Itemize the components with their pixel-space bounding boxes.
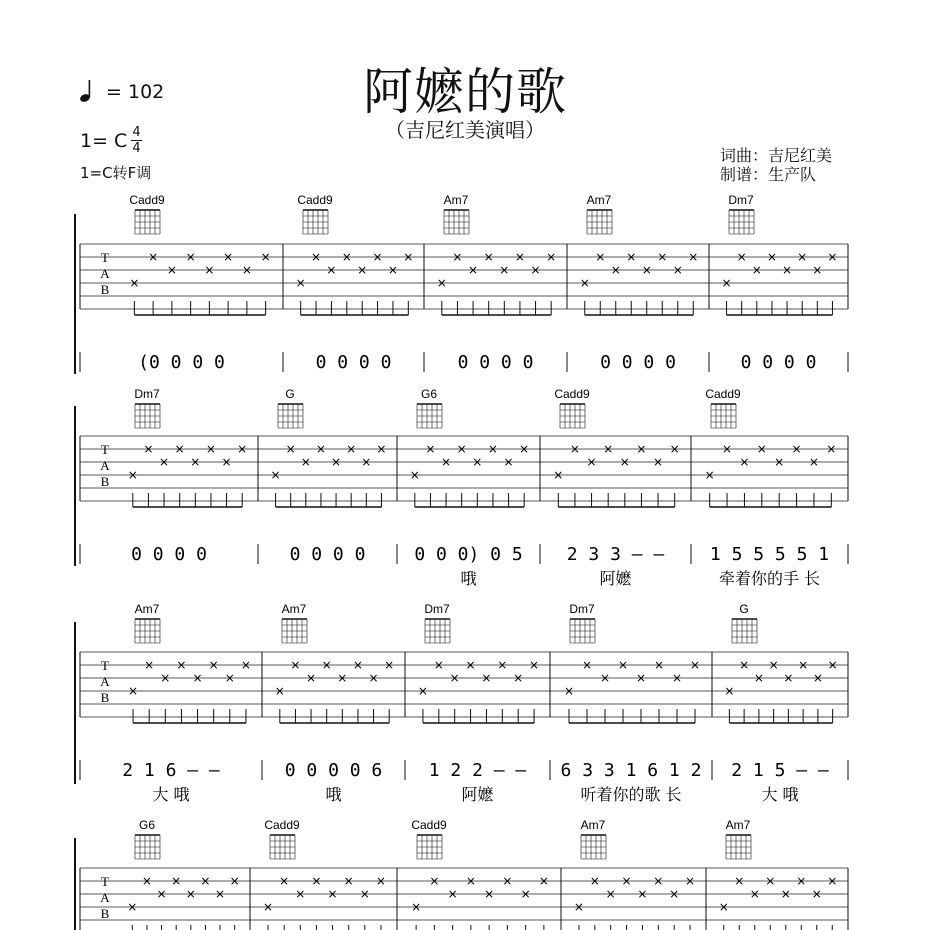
tab-strum-mark: × — [780, 887, 791, 901]
chord-name: Am7 — [134, 602, 160, 616]
tab-strum-mark: × — [688, 250, 699, 264]
tab-clef-letter: T — [101, 250, 109, 265]
tab-strum-mark: × — [311, 250, 322, 264]
tab-system — [75, 602, 848, 804]
chord-diagram — [581, 835, 606, 859]
chord-name: Cadd9 — [554, 387, 590, 401]
tab-strum-mark: × — [636, 442, 647, 456]
tab-strum-mark: × — [530, 263, 541, 277]
tab-strum-mark: × — [224, 671, 235, 685]
lyric-text: 阿嬷 — [461, 785, 494, 804]
tab-strum-mark: × — [403, 250, 414, 264]
song-subtitle: （吉尼红美演唱） — [385, 118, 545, 142]
tab-strum-mark: × — [274, 684, 285, 698]
chord-diagram — [417, 404, 442, 428]
tab-strum-mark: × — [768, 658, 779, 672]
tab-strum-mark: × — [176, 658, 187, 672]
tab-strum-mark: × — [127, 900, 138, 914]
tab-clef-letter: T — [101, 658, 109, 673]
chord-name: Cadd9 — [705, 387, 741, 401]
tab-strum-mark: × — [599, 671, 611, 685]
tab-strum-mark: × — [376, 442, 387, 456]
tab-strum-mark: × — [185, 887, 196, 901]
chord-name: G6 — [420, 387, 438, 401]
tab-strum-mark: × — [327, 887, 338, 901]
tab-strum-mark: × — [724, 684, 735, 698]
tab-strum-mark: × — [352, 658, 363, 672]
time-signature-bottom: 4 — [132, 141, 141, 156]
numbered-notation: 0 0 0 0 — [457, 352, 534, 373]
tab-strum-mark: × — [452, 250, 463, 264]
tab-strum-mark: × — [429, 874, 440, 888]
tab-strum-mark: × — [653, 874, 664, 888]
tab-strum-mark: × — [503, 455, 514, 469]
chord-diagram — [444, 210, 469, 234]
chord-diagram — [135, 835, 160, 859]
tab-strum-mark: × — [425, 442, 436, 456]
key-change-note: 1=C转F调 — [80, 164, 152, 182]
tab-strum-mark: × — [563, 684, 575, 698]
tempo-value: = 102 — [106, 81, 165, 103]
chord-name: Dm7 — [134, 387, 160, 401]
chord-name: Cadd9 — [411, 818, 447, 832]
tab-strum-mark: × — [756, 442, 767, 456]
tab-strum-mark: × — [579, 276, 590, 290]
chord-diagram — [282, 619, 307, 643]
tab-strum-mark: × — [306, 671, 317, 685]
tab-strum-mark: × — [581, 658, 593, 672]
tab-strum-mark: × — [300, 455, 311, 469]
tab-strum-mark: × — [749, 887, 760, 901]
tab-strum-mark: × — [468, 263, 479, 277]
tab-strum-mark: × — [215, 887, 226, 901]
chord-name: Cadd9 — [297, 193, 333, 207]
tab-strum-mark: × — [569, 442, 580, 456]
tab-system — [75, 387, 848, 588]
tab-strum-mark: × — [260, 250, 271, 264]
tab-strum-mark: × — [798, 658, 809, 672]
tab-strum-mark: × — [368, 671, 379, 685]
time-signature-top: 4 — [132, 125, 141, 140]
chord-diagram — [303, 210, 328, 234]
chord-diagram — [135, 619, 160, 643]
tab-strum-mark: × — [595, 250, 606, 264]
tab-strum-mark: × — [826, 442, 837, 456]
numbered-notation: 1 5 5 5 5 1 — [709, 544, 830, 565]
numbered-notation: 2 1 6 – – — [122, 760, 220, 781]
tab-strum-mark: × — [653, 658, 665, 672]
tab-strum-mark: × — [626, 250, 637, 264]
tab-strum-mark: × — [263, 900, 274, 914]
tab-strum-mark: × — [808, 455, 819, 469]
chord-name: Cadd9 — [264, 818, 300, 832]
tab-strum-mark: × — [128, 684, 139, 698]
tab-strum-mark: × — [722, 442, 733, 456]
tab-strum-mark: × — [734, 874, 745, 888]
chord-diagram — [135, 404, 160, 428]
tab-strum-mark: × — [387, 263, 398, 277]
lyric-text: 大 哦 — [761, 785, 799, 804]
tab-strum-mark: × — [827, 658, 838, 672]
tab-strum-mark: × — [603, 442, 614, 456]
tab-strum-mark: × — [641, 263, 652, 277]
tab-strum-mark: × — [436, 276, 447, 290]
numbered-notation: 0 0 0) 0 5 — [414, 544, 523, 565]
tab-strum-mark: × — [811, 887, 822, 901]
tab-strum-mark: × — [185, 250, 196, 264]
tab-strum-mark: × — [465, 874, 476, 888]
chord-name: Dm7 — [728, 193, 754, 207]
tab-strum-mark: × — [635, 671, 647, 685]
lyric-text: 哦 — [325, 785, 342, 804]
numbered-notation: 0 0 0 0 — [289, 544, 366, 565]
tab-system — [75, 193, 848, 374]
tab-strum-mark: × — [718, 900, 729, 914]
tab-strum-mark: × — [192, 671, 203, 685]
tab-strum-mark: × — [372, 250, 383, 264]
chord-name: G — [285, 387, 295, 401]
tab-strum-mark: × — [481, 671, 492, 685]
chord-diagram — [587, 210, 612, 234]
tab-strum-mark: × — [311, 874, 322, 888]
tab-strum-mark: × — [827, 874, 838, 888]
numbered-notation: 6 3 3 1 6 1 2 — [560, 760, 702, 781]
tab-strum-mark: × — [513, 671, 524, 685]
chord-diagram — [278, 404, 303, 428]
tab-strum-mark: × — [127, 468, 138, 482]
tab-strum-mark: × — [449, 671, 460, 685]
tab-strum-mark: × — [669, 887, 680, 901]
tab-strum-mark: × — [359, 887, 370, 901]
tab-strum-mark: × — [827, 250, 838, 264]
tab-strum-mark: × — [174, 442, 185, 456]
tab-strum-mark: × — [538, 874, 549, 888]
tab-strum-mark: × — [796, 874, 807, 888]
tab-system — [75, 818, 848, 930]
tab-strum-mark: × — [129, 276, 140, 290]
tab-strum-mark: × — [721, 276, 732, 290]
chord-name: Am7 — [725, 818, 751, 832]
tab-strum-mark: × — [637, 887, 648, 901]
numbered-notation: 0 0 0 0 — [131, 544, 207, 565]
tab-strum-mark: × — [361, 455, 372, 469]
chord-name: G — [739, 602, 749, 616]
tab-strum-mark: × — [315, 442, 326, 456]
tab-strum-mark: × — [279, 874, 290, 888]
tab-strum-mark: × — [586, 455, 597, 469]
tab-strum-mark: × — [200, 874, 211, 888]
tab-strum-mark: × — [553, 468, 564, 482]
chord-diagram — [732, 619, 757, 643]
tab-strum-mark: × — [685, 874, 696, 888]
tab-strum-mark: × — [774, 455, 785, 469]
tab-strum-mark: × — [223, 250, 234, 264]
tab-strum-mark: × — [483, 250, 494, 264]
tab-clef-letter: T — [101, 874, 109, 889]
tab-strum-mark: × — [621, 874, 632, 888]
tab-strum-mark: × — [739, 658, 750, 672]
lyric-text: 阿嬷 — [599, 569, 632, 588]
tab-strum-mark: × — [417, 684, 428, 698]
tab-strum-mark: × — [669, 442, 680, 456]
tab-strum-mark: × — [765, 874, 776, 888]
tab-strum-mark: × — [331, 455, 342, 469]
tab-strum-mark: × — [704, 468, 715, 482]
numbered-notation: 2 1 5 – – — [731, 760, 829, 781]
tab-strum-mark: × — [190, 455, 201, 469]
tab-strum-mark: × — [148, 250, 159, 264]
tab-strum-mark: × — [290, 658, 301, 672]
tab-strum-mark: × — [671, 671, 683, 685]
tab-clef-letter: B — [100, 690, 110, 705]
tab-strum-mark: × — [171, 874, 182, 888]
tab-strum-mark: × — [797, 250, 808, 264]
tab-strum-mark: × — [326, 263, 337, 277]
tab-strum-mark: × — [619, 455, 630, 469]
chord-name: Am7 — [443, 193, 469, 207]
credits-arranger: 制谱：生产队 — [720, 165, 817, 184]
tab-strum-mark: × — [447, 887, 458, 901]
tab-strum-mark: × — [346, 442, 357, 456]
tab-strum-mark: × — [519, 442, 530, 456]
tab-strum-mark: × — [653, 455, 664, 469]
tab-strum-mark: × — [465, 658, 476, 672]
chord-diagram — [135, 210, 160, 234]
tab-strum-mark: × — [229, 874, 240, 888]
tab-strum-mark: × — [610, 263, 621, 277]
chord-diagram — [726, 835, 751, 859]
numbered-notation: (0 0 0 0 — [138, 352, 225, 373]
tab-strum-mark: × — [285, 442, 296, 456]
tab-strum-mark: × — [657, 250, 668, 264]
tab-strum-mark: × — [484, 887, 495, 901]
tab-strum-mark: × — [237, 442, 248, 456]
chord-diagram — [560, 404, 585, 428]
tab-clef-letter: B — [100, 474, 110, 489]
tab-strum-mark: × — [589, 874, 600, 888]
tab-strum-mark: × — [573, 900, 584, 914]
tab-strum-mark: × — [751, 263, 762, 277]
tab-strum-mark: × — [739, 455, 750, 469]
lyric-text: 牵着你的手 长 — [718, 569, 821, 588]
key-signature: 1= C — [80, 130, 128, 152]
tab-strum-mark: × — [144, 658, 155, 672]
lyric-text: 哦 — [460, 569, 477, 588]
tab-strum-mark: × — [240, 658, 251, 672]
tab-strum-mark: × — [497, 658, 508, 672]
chord-name: Am7 — [580, 818, 606, 832]
chord-diagram — [711, 404, 736, 428]
tab-strum-mark: × — [205, 442, 216, 456]
tab-strum-mark: × — [411, 900, 422, 914]
chord-name: Am7 — [281, 602, 307, 616]
tab-strum-mark: × — [472, 455, 483, 469]
tab-strum-mark: × — [337, 671, 348, 685]
tab-strum-mark: × — [208, 658, 219, 672]
numbered-notation: 2 3 3 – – — [566, 544, 665, 565]
tab-strum-mark: × — [343, 874, 354, 888]
tab-strum-mark: × — [520, 887, 531, 901]
tab-strum-mark: × — [499, 263, 510, 277]
tab-strum-mark: × — [221, 455, 232, 469]
tab-strum-mark: × — [143, 442, 154, 456]
lyric-text: 听着你的歌 长 — [580, 785, 682, 804]
chord-name: Am7 — [586, 193, 612, 207]
tab-strum-mark: × — [791, 442, 802, 456]
credits-lyrics-music: 词曲：吉尼红美 — [720, 146, 833, 165]
tab-strum-mark: × — [375, 874, 386, 888]
tab-strum-mark: × — [514, 250, 525, 264]
chord-diagram — [570, 619, 595, 643]
tab-strum-mark: × — [270, 468, 281, 482]
chord-name: Cadd9 — [129, 193, 165, 207]
tab-strum-mark: × — [204, 263, 215, 277]
tab-clef-letter: B — [100, 282, 110, 297]
tab-strum-mark: × — [321, 658, 332, 672]
tab-strum-mark: × — [160, 671, 171, 685]
tab-clef-letter: A — [100, 890, 110, 905]
numbered-notation: 0 0 0 0 — [740, 352, 817, 373]
tab-strum-mark: × — [295, 887, 306, 901]
tab-strum-mark: × — [141, 874, 152, 888]
numbered-notation: 0 0 0 0 — [315, 352, 392, 373]
tab-clef-letter: B — [100, 906, 110, 921]
tab-strum-mark: × — [166, 263, 177, 277]
tab-strum-mark: × — [502, 874, 513, 888]
tab-strum-mark: × — [736, 250, 747, 264]
song-title: 阿嬷的歌 — [363, 63, 567, 121]
tab-strum-mark: × — [441, 455, 452, 469]
tab-strum-mark: × — [546, 250, 557, 264]
tab-strum-mark: × — [529, 658, 540, 672]
tab-strum-mark: × — [605, 887, 616, 901]
tab-strum-mark: × — [241, 263, 252, 277]
chord-name: G6 — [138, 818, 156, 832]
tab-strum-mark: × — [487, 442, 498, 456]
tab-strum-mark: × — [782, 263, 793, 277]
tab-strum-mark: × — [672, 263, 683, 277]
tab-strum-mark: × — [357, 263, 368, 277]
numbered-notation: 0 0 0 0 6 — [284, 760, 383, 781]
tab-clef-letter: A — [100, 266, 110, 281]
lyric-text: 大 哦 — [152, 785, 190, 804]
chord-diagram — [417, 835, 442, 859]
tab-strum-mark: × — [433, 658, 444, 672]
tab-strum-mark: × — [295, 276, 306, 290]
tab-clef-letter: A — [100, 458, 110, 473]
tab-strum-mark: × — [689, 658, 701, 672]
tab-strum-mark: × — [456, 442, 467, 456]
tab-strum-mark: × — [156, 887, 167, 901]
numbered-notation: 0 0 0 0 — [600, 352, 676, 373]
tab-clef-letter: T — [101, 442, 109, 457]
tab-clef-letter: A — [100, 674, 110, 689]
tab-strum-mark: × — [753, 671, 764, 685]
tab-strum-mark: × — [159, 455, 170, 469]
tab-strum-mark: × — [384, 658, 395, 672]
chord-diagram — [270, 835, 295, 859]
chord-name: Dm7 — [569, 602, 595, 616]
chord-diagram — [425, 619, 450, 643]
tab-strum-mark: × — [812, 671, 823, 685]
chord-diagram — [729, 210, 754, 234]
tab-strum-mark: × — [766, 250, 777, 264]
tab-strum-mark: × — [783, 671, 794, 685]
tab-strum-mark: × — [341, 250, 352, 264]
numbered-notation: 1 2 2 – – — [428, 760, 527, 781]
chord-name: Dm7 — [424, 602, 450, 616]
tab-strum-mark: × — [409, 468, 420, 482]
tab-strum-mark: × — [812, 263, 823, 277]
tab-strum-mark: × — [617, 658, 629, 672]
